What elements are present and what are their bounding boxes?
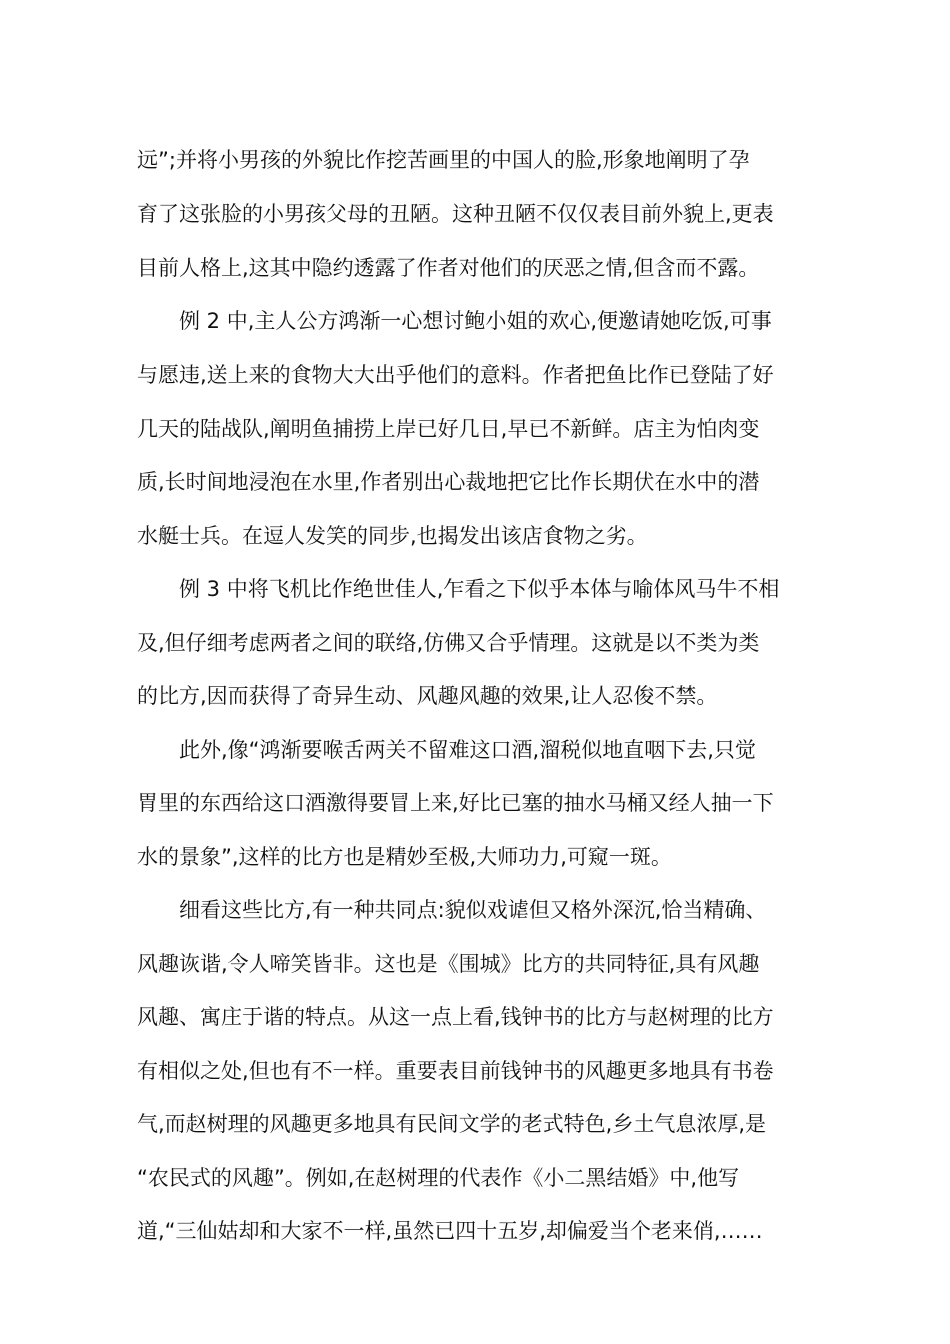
text-line: 质,长时间地浸泡在水里,作者别出心裁地把它比作长期伏在水中的潜 <box>137 470 760 494</box>
paragraph-first-line: 细看这些比方,有一种共同点:貌似戏谑但又格外深沉,恰当精确、 <box>179 898 767 922</box>
text-line: 与愿违,送上来的食物大大出乎他们的意料。作者把鱼比作已登陆了好 <box>137 363 774 387</box>
text-line: 气,而赵树理的风趣更多地具有民间文学的老式特色,乡土气息浓厚,是 <box>137 1112 767 1136</box>
text-line: 道,“三仙姑却和大家不一样,虽然已四十五岁,却偏爱当个老来俏,…… <box>137 1219 763 1243</box>
paragraph-first-line: 此外,像“鸿渐要喉舌两关不留难这口酒,溜税似地直咽下去,只觉 <box>179 738 756 762</box>
text-line: 远”;并将小男孩的外貌比作挖苦画里的中国人的脸,形象地阐明了孕 <box>137 148 750 172</box>
text-line: 风趣、寓庄于谐的特点。从这一点上看,钱钟书的比方与赵树理的比方 <box>137 1005 774 1029</box>
text-line: 有相似之处,但也有不一样。重要表目前钱钟书的风趣更多地具有书卷 <box>137 1059 774 1083</box>
text-line: 风趣诙谐,令人啼笑皆非。这也是《围城》比方的共同特征,具有风趣 <box>137 952 760 976</box>
text-line: 的比方,因而获得了奇异生动、风趣风趣的效果,让人忍俊不禁。 <box>137 684 718 708</box>
paragraph-first-line: 例 3 中将飞机比作绝世佳人,乍看之下似乎本体与喻体风马牛不相 <box>179 577 780 601</box>
text-line: 育了这张脸的小男孩父母的丑陋。这种丑陋不仅仅表目前外貌上,更表 <box>137 202 774 226</box>
text-line: 胃里的东西给这口酒激得要冒上来,好比已塞的抽水马桶又经人抽一下 <box>137 791 774 815</box>
text-line: 水的景象”,这样的比方也是精妙至极,大师功力,可窥一斑。 <box>137 845 672 869</box>
paragraph-first-line: 例 2 中,主人公方鸿渐一心想讨鲍小姐的欢心,便邀请她吃饭,可事 <box>179 309 772 333</box>
text-line: 水艇士兵。在逗人发笑的同步,也揭发出该店食物之劣。 <box>137 524 648 548</box>
text-line: 目前人格上,这其中隐约透露了作者对他们的厌恶之情,但含而不露。 <box>137 256 760 280</box>
text-line: “农民式的风趣”。例如,在赵树理的代表作《小二黑结婚》中,他写 <box>137 1166 740 1190</box>
text-line: 及,但仔细考虑两者之间的联络,仿佛又合乎情理。这就是以不类为类 <box>137 631 760 655</box>
text-line: 几天的陆战队,阐明鱼捕捞上岸已好几日,早已不新鲜。店主为怕肉变 <box>137 417 760 441</box>
